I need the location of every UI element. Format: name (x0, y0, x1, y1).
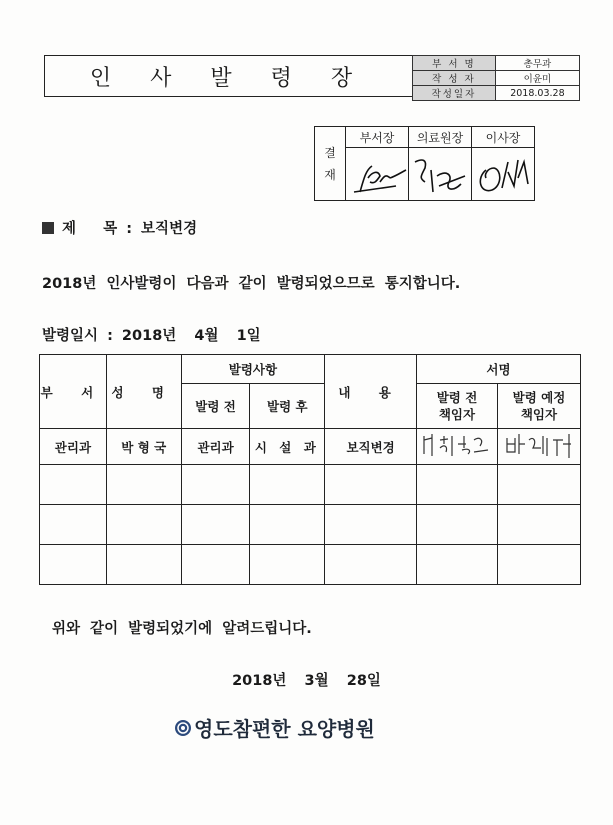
approval-header: 부서장 (346, 127, 409, 148)
approval-side-label (315, 127, 346, 201)
header-sign-before: 발령 전 책임자 (416, 384, 497, 429)
approval-table (314, 126, 535, 201)
assignment-table (39, 354, 581, 585)
square-bullet-icon (42, 222, 54, 234)
header-change-group: 발령사항 (181, 355, 325, 384)
cell-content: 보직변경 (325, 429, 417, 465)
meta-value: 이윤미 (495, 71, 579, 86)
order-date: 발령일시 : 2018년 4월 1일 (42, 328, 261, 344)
table-row (40, 429, 581, 465)
meta-row (413, 71, 580, 86)
handwritten-signature (499, 430, 579, 460)
handwritten-signature (418, 430, 496, 460)
cell-dept: 관리과 (40, 429, 107, 465)
hospital-logo-icon (174, 719, 192, 737)
meta-table (412, 55, 580, 101)
header-after: 발령 후 (250, 384, 325, 429)
signature-medical-director (409, 148, 472, 201)
table-row (40, 465, 581, 505)
cell-sign-before (416, 429, 497, 465)
closing-text: 위와 같이 발령되었기에 알려드립니다. (52, 621, 312, 637)
meta-key: 부 서 명 (413, 56, 496, 71)
signature-scribble (472, 148, 534, 200)
header-sign-after: 발령 예정 책임자 (497, 384, 580, 429)
header-sign-group: 서명 (416, 355, 580, 384)
cell-before: 관리과 (181, 429, 250, 465)
signature-department-head (346, 148, 409, 201)
subject-line (42, 217, 197, 238)
hospital-name-text: 영도참편한 요양병원 (194, 717, 375, 741)
meta-key: 작성일자 (413, 86, 496, 101)
approval-header: 이사장 (472, 127, 535, 148)
table-row (40, 545, 581, 585)
signature-scribble (346, 148, 408, 200)
footer-date: 2018년 3월 28일 (232, 673, 381, 689)
header-content: 내 용 (325, 355, 417, 429)
subject-text: 제 목 : 보직변경 (62, 221, 198, 237)
cell-name: 박 형 국 (106, 429, 181, 465)
cell-after: 시 설 과 (250, 429, 325, 465)
approval-header: 의료원장 (409, 127, 472, 148)
cell-sign-after (497, 429, 580, 465)
approval-side-char: 재 (324, 167, 336, 182)
header-dept: 부 서 (40, 355, 107, 429)
meta-key: 작 성 자 (413, 71, 496, 86)
approval-side-char: 결 (324, 145, 336, 160)
meta-value: 총무과 (495, 56, 579, 71)
signature-scribble (409, 148, 471, 200)
meta-row (413, 86, 580, 101)
meta-value: 2018.03.28 (495, 86, 579, 101)
header-before: 발령 전 (181, 384, 250, 429)
header-name: 성 명 (106, 355, 181, 429)
notice-text: 2018년 인사발령이 다음과 같이 발령되었으므로 통지합니다. (42, 276, 461, 292)
table-row (40, 505, 581, 545)
document-title: 인 사 발 령 장 (44, 55, 414, 97)
hospital-name (174, 713, 375, 742)
signature-chairman (472, 148, 535, 201)
meta-row (413, 56, 580, 71)
